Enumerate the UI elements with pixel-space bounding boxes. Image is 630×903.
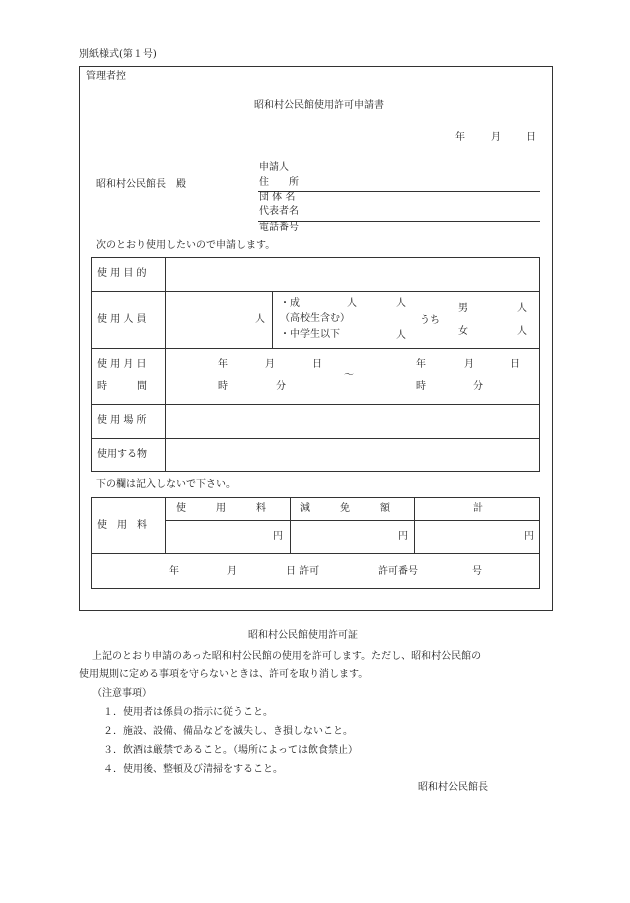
date-year: 年 — [455, 132, 465, 143]
adult-label: ・成 — [280, 298, 300, 309]
adult-count-unit: 人 — [347, 298, 357, 309]
time-label: 時 間 — [97, 381, 147, 392]
applicant-phone-label: 電話番号 — [259, 222, 299, 233]
end-minute: 分 — [473, 381, 483, 392]
adult-unit: 人 — [396, 298, 406, 309]
child-label: ・中学生以下 — [280, 329, 340, 340]
permit-month: 月 — [227, 566, 237, 577]
people-unit: 人 — [255, 314, 265, 325]
form-code: 別紙様式(第１号) — [79, 49, 157, 60]
female-unit: 人 — [517, 326, 527, 337]
end-hour: 時 — [416, 381, 426, 392]
permit-year: 年 — [169, 566, 179, 577]
applicant-representative-label: 代表者名 — [259, 206, 299, 217]
permit-day: 日 許可 — [286, 566, 320, 577]
applicant-address-label: 住 所 — [259, 177, 299, 188]
male-unit: 人 — [517, 303, 527, 314]
applicant-heading: 申請人 — [259, 162, 289, 173]
start-month: 月 — [265, 359, 275, 370]
form-title: 昭和村公民館使用許可申請書 — [254, 100, 384, 111]
permit-body-line1: 上記のとおり申請のあった昭和村公民館の使用を許可します。ただし、昭和村公民館の — [92, 651, 482, 662]
end-day: 日 — [510, 359, 520, 370]
copy-label: 管理者控 — [86, 71, 126, 82]
place-label: 使 用 場 所 — [97, 415, 147, 426]
people-label: 使 用 人 員 — [97, 314, 147, 325]
fee-label: 使 用 料 — [97, 520, 147, 531]
adult-note: （高校生含む） — [280, 313, 350, 324]
range-mark: ～ — [344, 370, 354, 381]
fee-col-reduction: 減 免 額 — [300, 503, 390, 514]
fee-yen: 円 — [273, 531, 283, 542]
breakdown-label: うち — [420, 315, 440, 326]
permit-body-line2: 使用規則に定める事項を守らないときは、許可を取り消します。 — [79, 669, 369, 680]
start-hour: 時 — [218, 381, 228, 392]
fee-col-fee: 使 用 料 — [176, 503, 266, 514]
note-item: １．使用者は係員の指示に従うこと。 — [103, 707, 273, 718]
note-item: ４．使用後、整頓及び清掃をすること。 — [103, 764, 283, 775]
reduction-yen: 円 — [398, 531, 408, 542]
start-year: 年 — [218, 359, 228, 370]
note-item: ３．飲酒は厳禁であること。（場所によっては飲食禁止） — [103, 745, 358, 756]
intro-text: 次のとおり使用したいので申請します。 — [96, 240, 276, 251]
end-year: 年 — [416, 359, 426, 370]
permit-signature: 昭和村公民館長 — [418, 782, 488, 793]
start-minute: 分 — [276, 381, 286, 392]
start-day: 日 — [312, 359, 322, 370]
applicant-group-label: 団 体 名 — [259, 192, 296, 203]
total-yen: 円 — [524, 531, 534, 542]
female-label: 女 — [458, 326, 468, 337]
note-item: ２．施設、設備、備品などを滅失し、き損しないこと。 — [103, 726, 353, 737]
date-day: 日 — [526, 132, 536, 143]
permit-number-unit: 号 — [472, 566, 482, 577]
child-unit: 人 — [396, 330, 406, 341]
permit-number-label: 許可番号 — [378, 566, 418, 577]
end-month: 月 — [464, 359, 474, 370]
purpose-label: 使 用 目 的 — [97, 268, 147, 279]
permit-title: 昭和村公民館使用許可証 — [248, 630, 358, 641]
office-note: 下の欄は記入しないで下さい。 — [96, 479, 236, 490]
date-month: 月 — [491, 132, 501, 143]
addressee: 昭和村公民館長 殿 — [96, 179, 186, 190]
male-label: 男 — [458, 303, 468, 314]
notes-heading: （注意事項） — [92, 688, 152, 699]
fee-col-total: 計 — [473, 503, 483, 514]
date-label: 使 用 月 日 — [97, 359, 147, 370]
representative-line — [258, 221, 540, 222]
address-line — [258, 191, 540, 192]
items-label: 使用する物 — [97, 449, 147, 460]
